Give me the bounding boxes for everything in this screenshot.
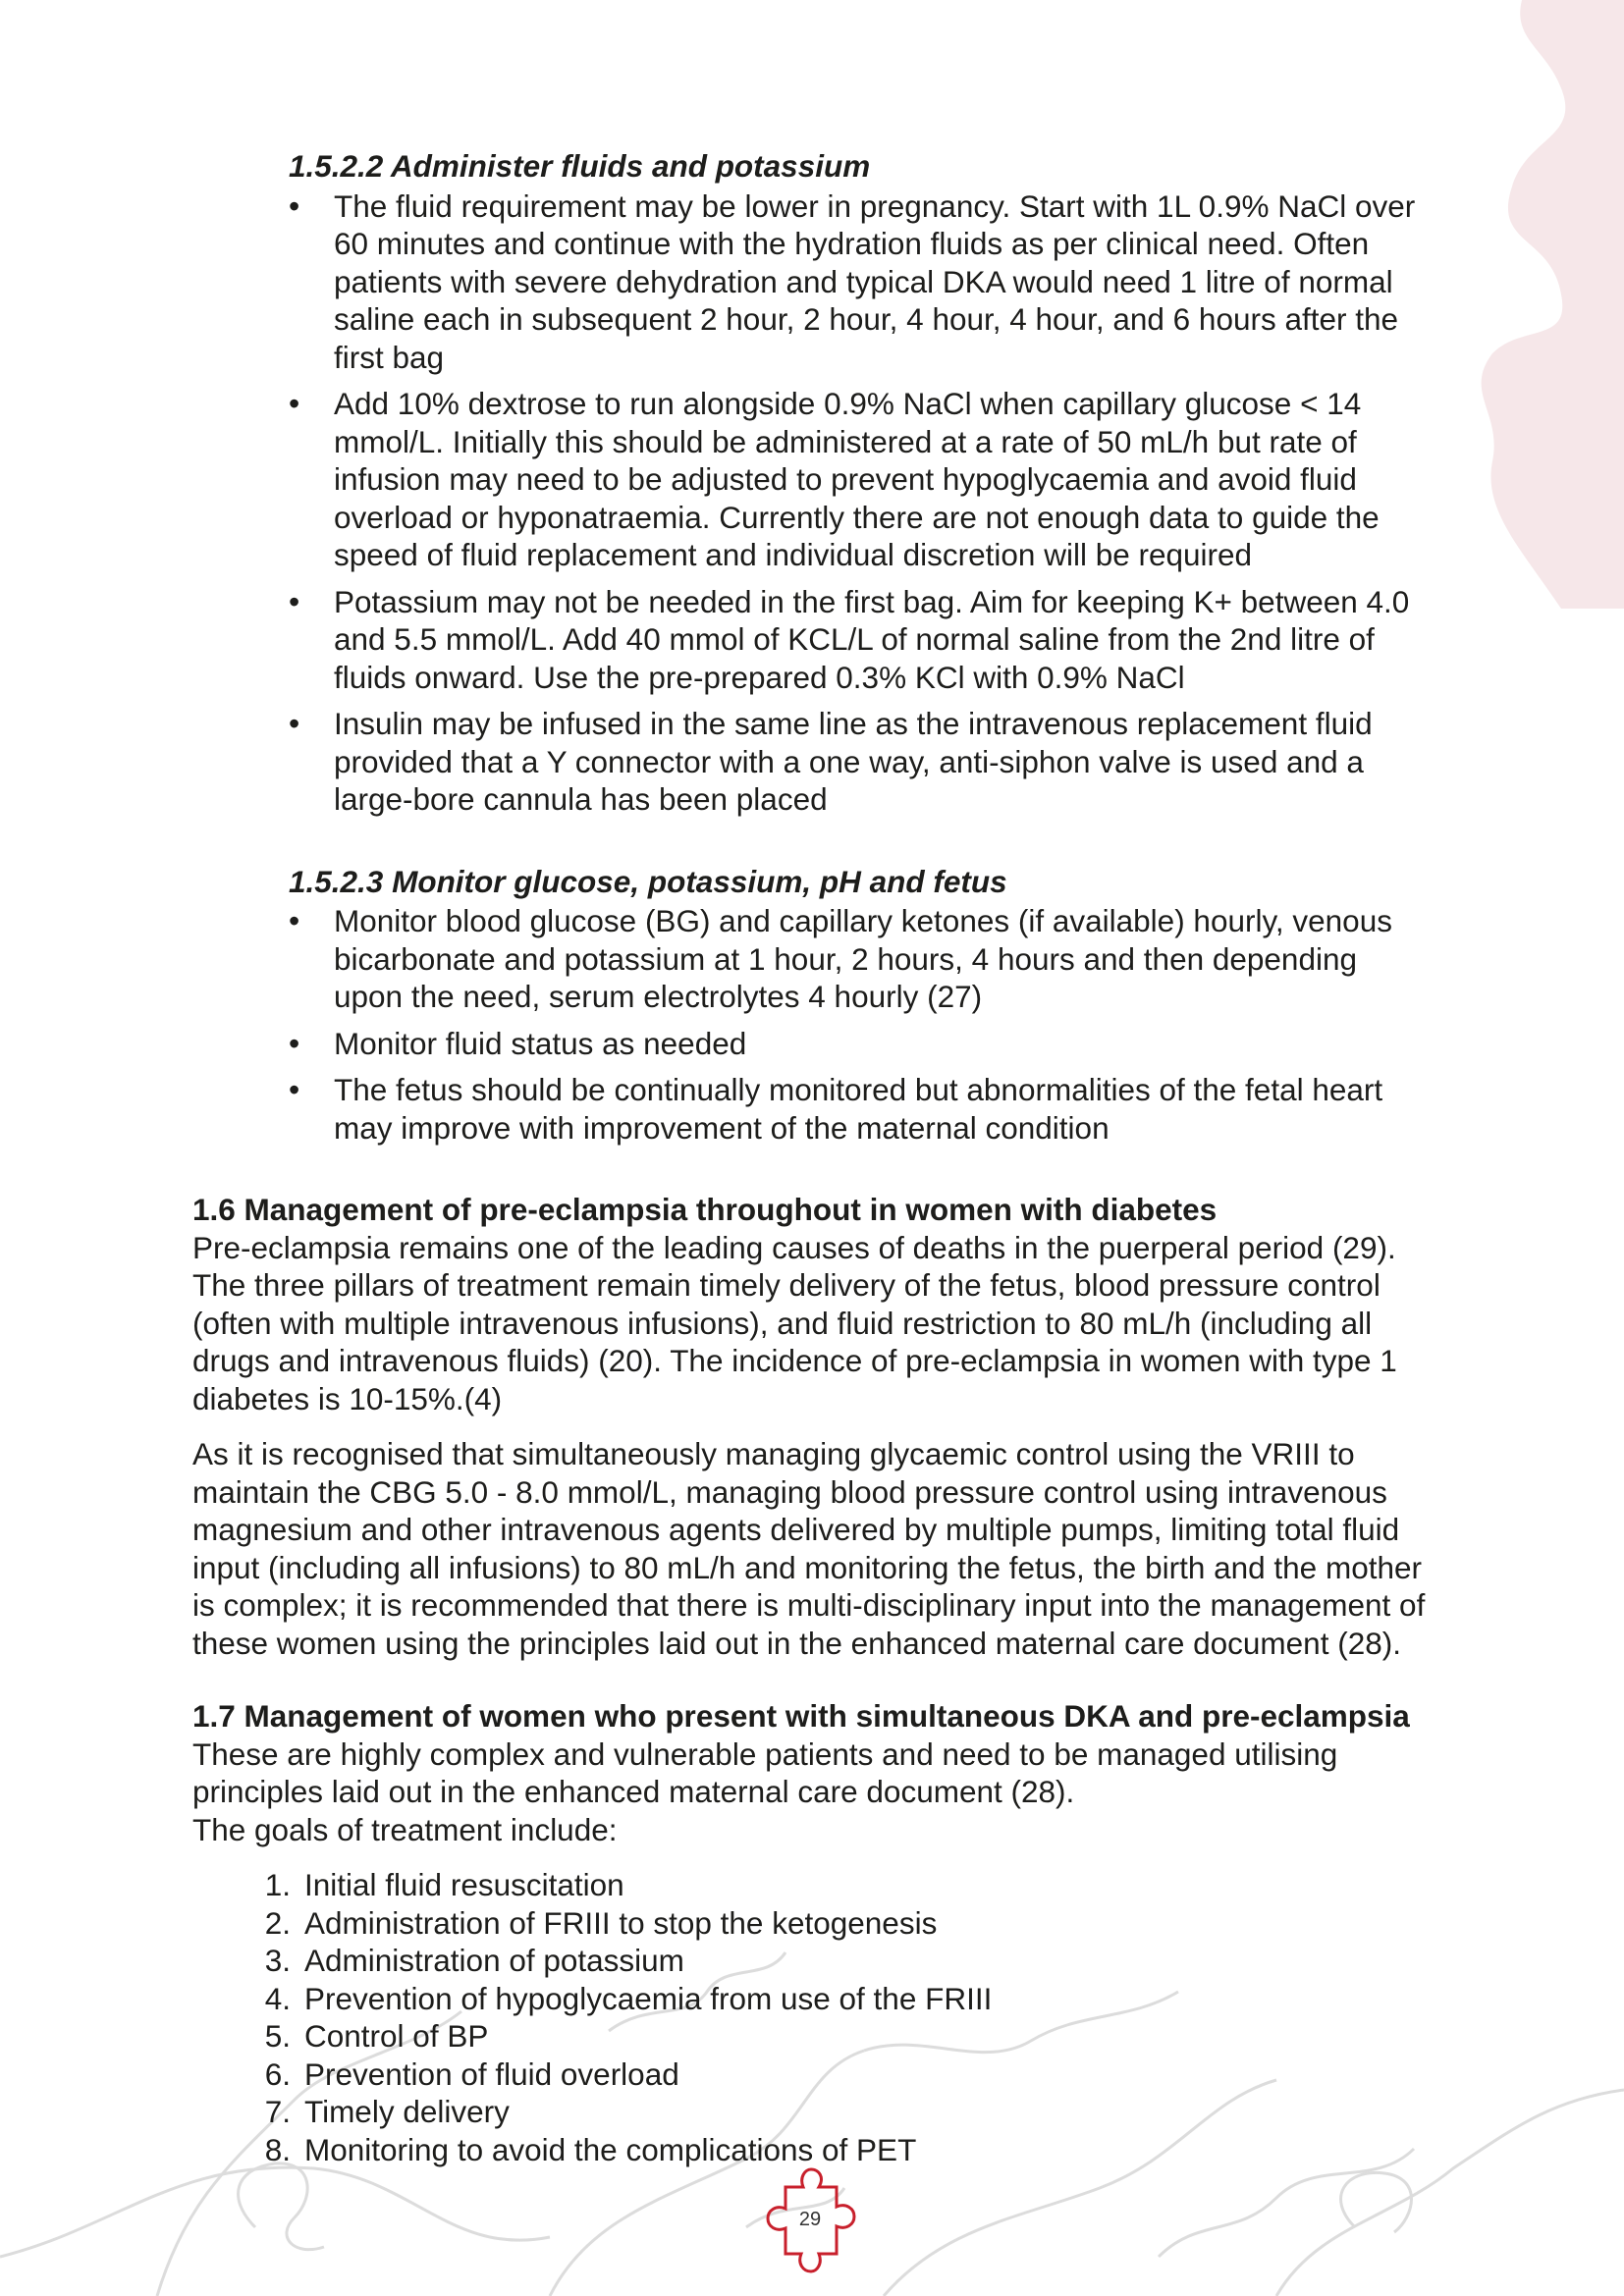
spacer — [192, 1155, 1434, 1191]
bullet-list — [289, 902, 1434, 1147]
paragraph: As it is recognised that simultaneously managing glycaemic control using the VRIII to maintain the CBG 5.0 - 8.0 mmol/L, managing blood pressure control using intravenous magnesium and other intravenous agents delivered by multiple pumps, limiting total fluid input (including all infusions) to 80 mL/h and monitoring the fetus, the birth and the mother is complex; it is recommended that there is multi-disciplinary input into the management of these women using the principles laid out in the enhanced maternal care document (28). — [192, 1436, 1426, 1661]
paragraph: Pre-eclampsia remains one of the leading causes of deaths in the puerperal period (29). The three pillars of treatment remain timely delivery of the fetus, blood pressure control (often with multiple intravenous infusions), and fluid restriction to 80 mL/h (including all drugs and intravenous fluids) (20). The incidence of pre-eclampsia in women with type 1 diabetes is 10-15%.(4) — [192, 1229, 1397, 1416]
list-item: • Monitor blood glucose (BG) and capillary ketones (if available) hourly, venous bicarbonate and potassium at 1 hour, 2 hours, 4 hours and then depending upon the need, serum electrolytes 4 hourly (27) — [289, 902, 1434, 1016]
list-number: 5. — [264, 2018, 291, 2054]
list-item — [240, 1980, 1434, 2018]
paragraph: The goals of treatment include: — [192, 1811, 618, 1847]
list-text: Administration of FRIII to stop the ketogenesis — [304, 1904, 938, 1941]
list-text: Prevention of hypoglycaemia from use of the FRIII — [304, 1980, 993, 2016]
list-item: • Potassium may not be needed in the first bag. Aim for keeping K+ between 4.0 and 5.5 mmol/L. Add 40 mmol of KCL/L of normal saline from the 2nd litre of fluids onward. Use the pre-prepared 0.3% KCl with 0.9% NaCl — [289, 583, 1434, 697]
section-heading: 1.6 Management of pre-eclampsia throughout in women with diabetes — [192, 1192, 1218, 1227]
list-text: Timely delivery — [304, 2094, 510, 2129]
list-text: Initial fluid resuscitation — [304, 1867, 624, 1902]
list-item — [240, 1942, 1434, 1980]
section-heading: 1.5.2.2 Administer fluids and potassium — [289, 148, 871, 184]
list-number: 8. — [264, 2131, 291, 2167]
list-number: 1. — [264, 1867, 291, 1902]
list-item — [240, 1866, 1434, 1904]
list-text: Control of BP — [304, 2018, 489, 2054]
list-number: 4. — [264, 1980, 291, 2016]
numbered-list — [240, 1866, 1434, 2168]
section-fluids — [192, 147, 1434, 819]
list-item — [240, 2131, 1434, 2169]
section-pre-eclampsia — [192, 1191, 1434, 1662]
list-item — [240, 1904, 1434, 1943]
section-monitor — [192, 863, 1434, 1148]
list-item — [240, 2056, 1434, 2094]
puzzle-watermark-icon — [1453, 0, 1624, 609]
list-text: Monitoring to avoid the complications of PET — [304, 2131, 917, 2167]
spacer — [192, 1848, 1434, 1866]
list-item: • The fluid requirement may be lower in pregnancy. Start with 1L 0.9% NaCl over 60 minutes and continue with the hydration fluids as per clinical need. Often patients with severe dehydration and typical DKA would need 1 litre of normal saline each in subsequent 2 hour, 2 hour, 4 hour, 4 hour, and 6 hours after the first bag — [289, 187, 1434, 377]
page-number: 29 — [798, 2209, 822, 2230]
bullet-list — [289, 187, 1434, 819]
main-content — [192, 147, 1434, 2168]
spacer — [192, 1662, 1434, 1697]
spacer — [192, 828, 1434, 863]
section-heading: 1.5.2.3 Monitor glucose, potassium, pH and fetus — [289, 863, 1007, 899]
section-heading: 1.7 Management of women who present with simultaneous DKA and pre-eclampsia — [192, 1698, 1410, 1734]
list-number: 6. — [264, 2056, 291, 2092]
list-item — [240, 2093, 1434, 2131]
list-item: • Add 10% dextrose to run alongside 0.9% NaCl when capillary glucose < 14 mmol/L. Initially this should be administered at a rate of 50 mL/h but rate of infusion may need to be adjusted to prevent hypoglycaemia and avoid fluid overload or hyponatraemia. Currently there are not enough data to guide the speed of fluid replacement and individual discretion will be required — [289, 385, 1434, 574]
list-number: 2. — [264, 1904, 291, 1941]
list-item: • The fetus should be continually monitored but abnormalities of the fetal heart may improve with improvement of the maternal condition — [289, 1071, 1434, 1147]
list-text: Prevention of fluid overload — [304, 2056, 679, 2092]
list-text: Administration of potassium — [304, 1943, 684, 1978]
list-item — [240, 2017, 1434, 2056]
paragraph: These are highly complex and vulnerable patients and need to be managed utilising principles laid out in the enhanced maternal care document (28). — [192, 1735, 1338, 1809]
list-item: • Insulin may be infused in the same line as the intravenous replacement fluid provided that a Y connector with a one way, anti-siphon valve is used and a large-bore cannula has been placed — [289, 705, 1434, 819]
section-dka-pre-eclampsia — [192, 1697, 1434, 2168]
list-number: 7. — [264, 2094, 291, 2129]
list-number: 3. — [264, 1943, 291, 1978]
list-item: • Monitor fluid status as needed — [289, 1025, 1434, 1063]
spacer — [192, 1417, 1434, 1435]
